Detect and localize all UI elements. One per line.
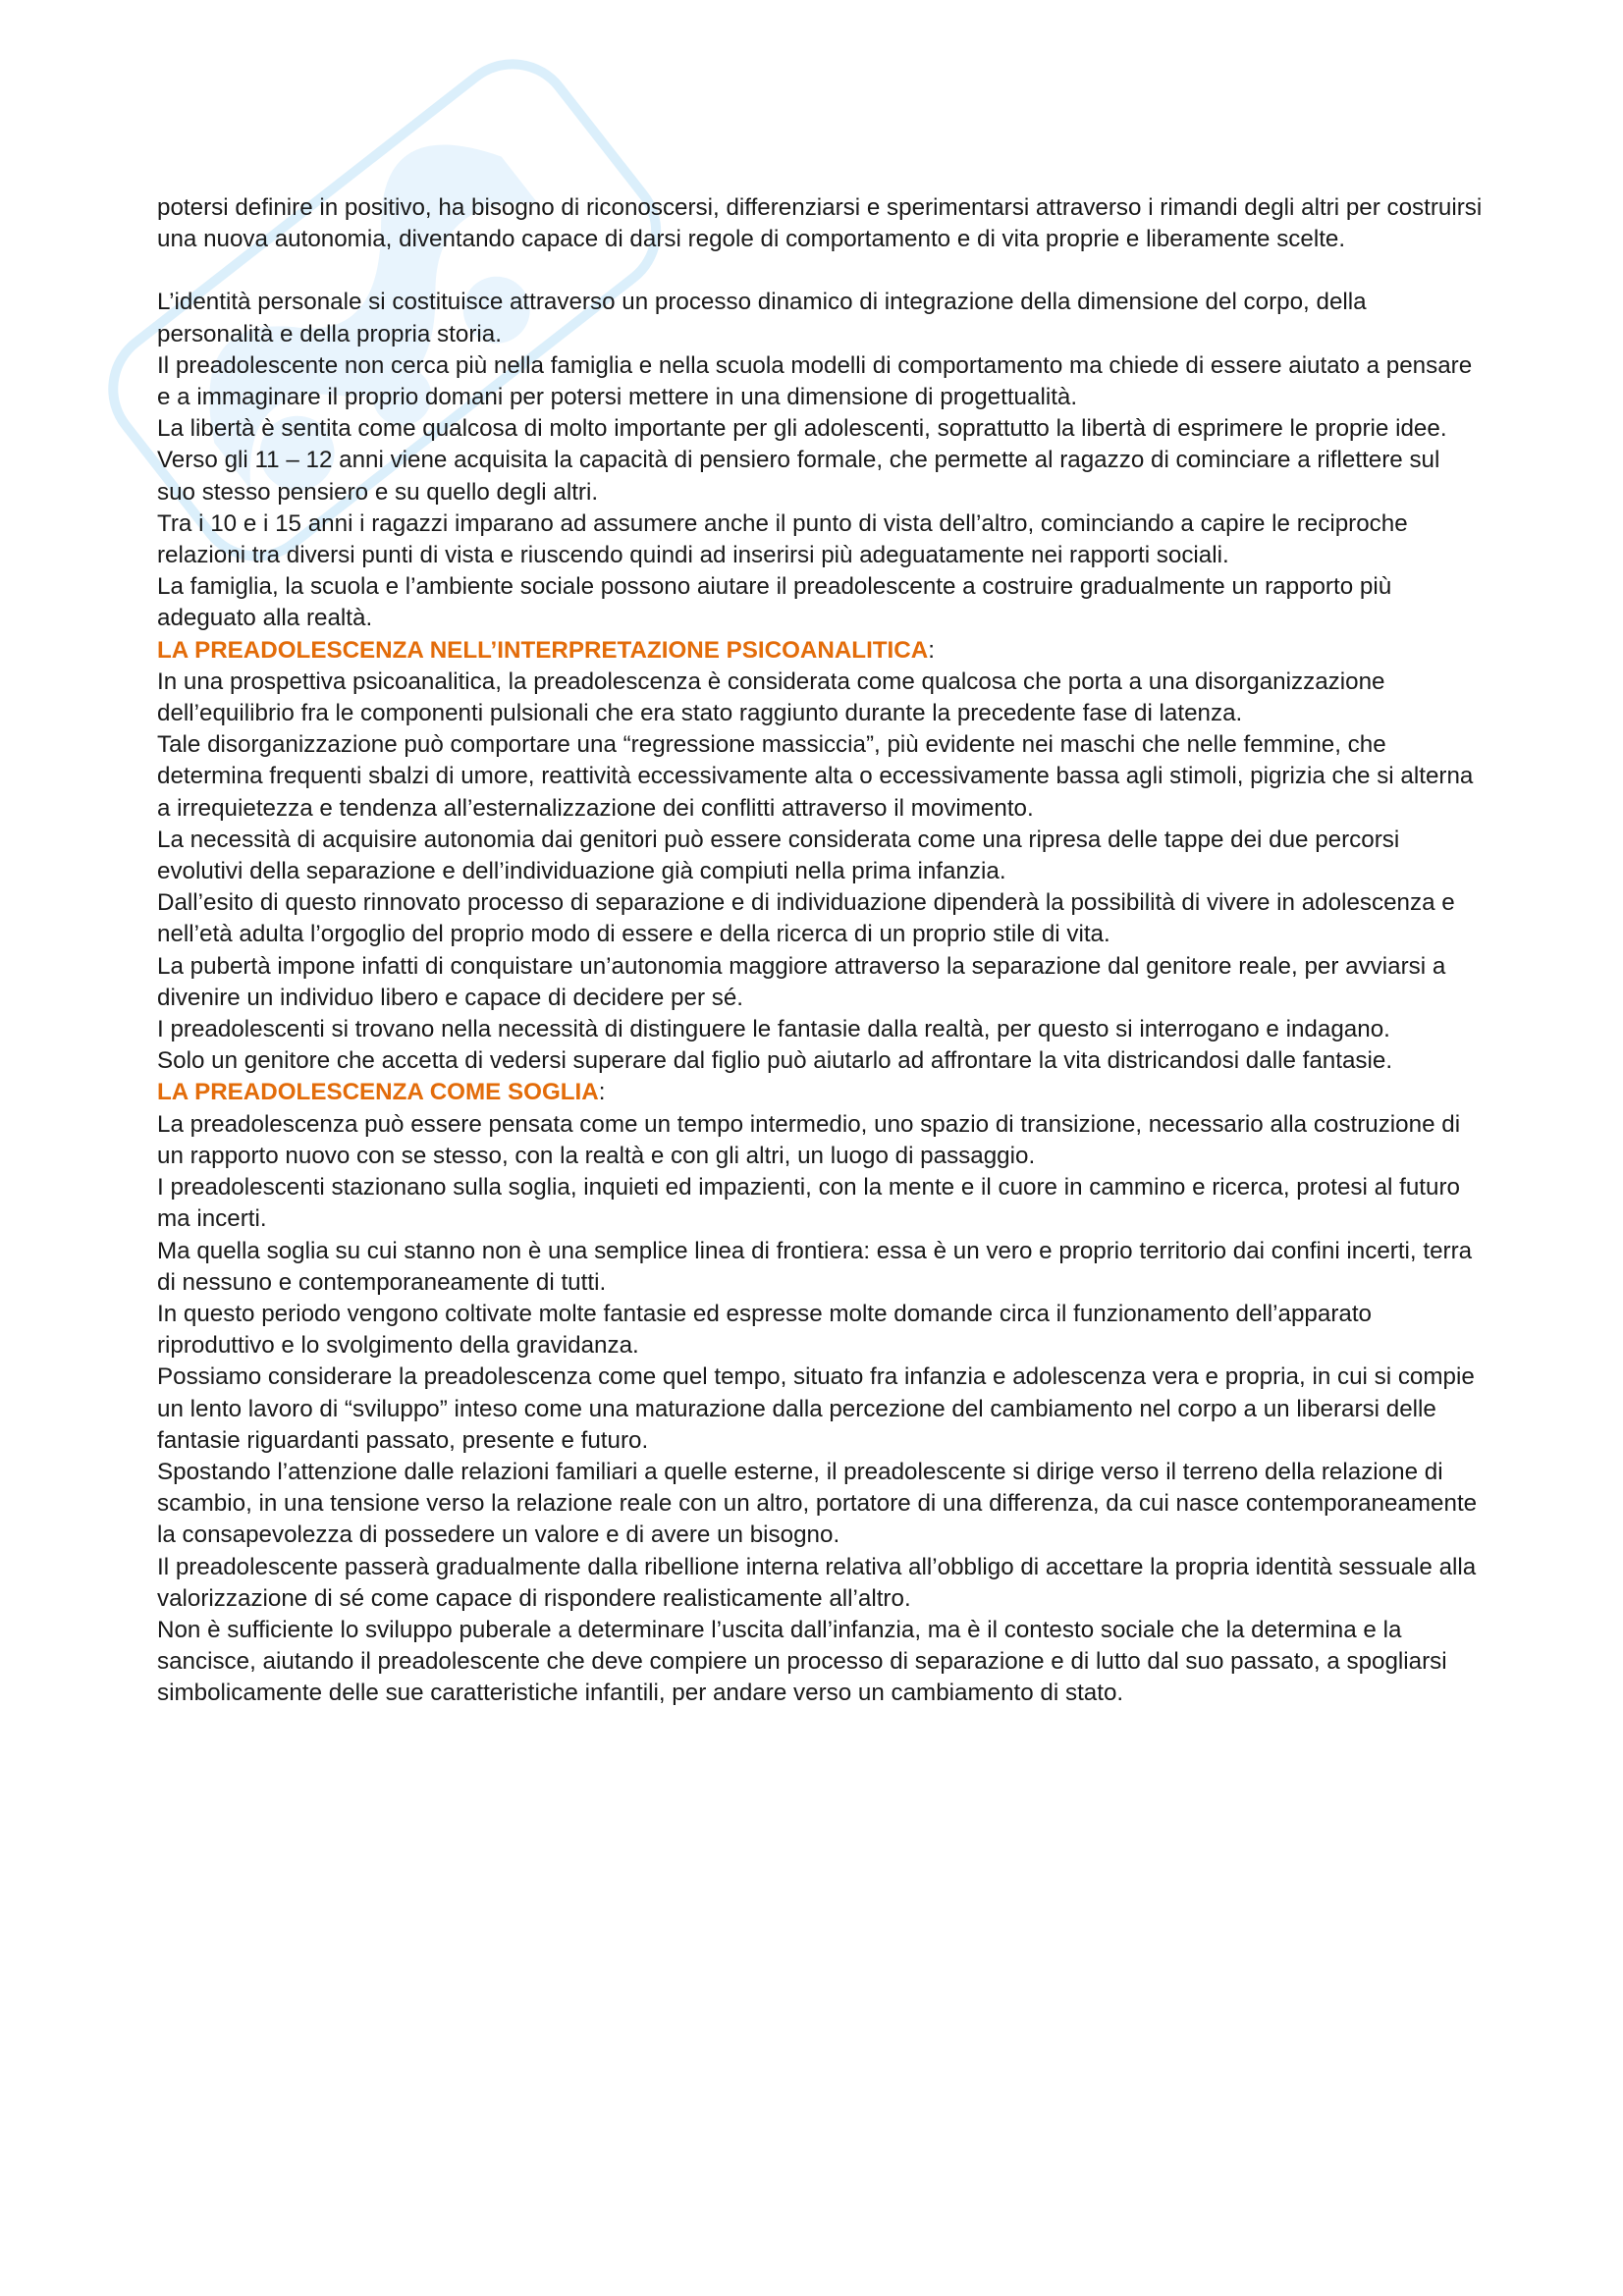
paragraph: Tale disorganizzazione può comportare una “regressione massiccia”, più evidente nei maschi che nelle femmine, che determina frequenti sbalzi di umore, reattività eccessivamente alta o eccessivamente bassa agli stimoli, pigrizia che si alterna a irrequietezza e tendenza all’esternalizzazione dei conflitti attraverso il movimento.: [157, 731, 1474, 822]
paragraph: Il preadolescente passerà gradualmente dalla ribellione interna relativa all’obbligo di accettare la propria identità sessuale alla valorizzazione di sé come capace di rispondere realisticamente all’altro.: [157, 1553, 1477, 1612]
paragraph: Solo un genitore che accetta di vedersi superare dal figlio può aiutarlo ad affrontare la vita districandosi dalle fantasie.: [157, 1047, 1393, 1075]
paragraph: Verso gli 11 – 12 anni viene acquisita la capacità di pensiero formale, che permette al ragazzo di cominciare a riflettere sul suo stesso pensiero e su quello degli altri.: [157, 447, 1440, 506]
paragraph: Spostando l’attenzione dalle relazioni familiari a quelle esterne, il preadolescente si dirige verso il terreno della relazione di scambio, in una tensione verso la relazione reale con un altro, portatore di una differenza, da cui nasce contemporaneamente la consapevolezza di possedere un valore e di avere un bisogno.: [157, 1458, 1478, 1549]
paragraph: Il preadolescente non cerca più nella famiglia e nella scuola modelli di comportamento ma chiede di essere aiutato a pensare e a immaginare il proprio domani per potersi mettere in una dimensione di progettualità.: [157, 351, 1473, 411]
section-identity: [157, 287, 1483, 634]
paragraph: Possiamo considerare la preadolescenza come quel tempo, situato fra infanzia e adolescenza vera e propria, in cui si compie un lento lavoro di “sviluppo” inteso come una maturazione dalla percezione del cambiamento nel corpo a un liberarsi delle fantasie riguardanti passato, presente e futuro.: [157, 1363, 1475, 1454]
section-heading-threshold: LA PREADOLESCENZA COME SOGLIA:: [157, 1079, 606, 1106]
paragraph: La pubertà impone infatti di conquistare un’autonomia maggiore attraverso la separazione dal genitore reale, per avviarsi a divenire un individuo libero e capace di decidere per sé.: [157, 952, 1446, 1011]
heading-text: LA PREADOLESCENZA COME SOGLIA: [157, 1079, 599, 1106]
section-psychoanalytic: [157, 667, 1483, 1078]
section-threshold: [157, 1109, 1483, 1710]
paragraph: I preadolescenti stazionano sulla soglia, inquieti ed impazienti, con la mente e il cuore in cammino e ricerca, protesi al futuro ma incerti.: [157, 1174, 1460, 1233]
paragraph: Tra i 10 e i 15 anni i ragazzi imparano ad assumere anche il punto di vista dell’altro, cominciando a capire le reciproche relazioni tra diversi punti di vista e riuscendo quindi ad inserirsi più adeguatamente nei rapporti sociali.: [157, 509, 1408, 569]
paragraph: La preadolescenza può essere pensata come un tempo intermedio, uno spazio di transizione, necessario alla costruzione di un rapporto nuovo con se stesso, con la realtà e con gli altri, un luogo di passaggio.: [157, 1110, 1461, 1169]
paragraph: La libertà è sentita come qualcosa di molto importante per gli adolescenti, soprattutto la libertà di esprimere le proprie idee.: [157, 415, 1447, 443]
paragraph: La necessità di acquisire autonomia dai genitori può essere considerata come una ripresa delle tappe dei due percorsi evolutivi della separazione e dell’individuazione già compiuti nella prima infanzia.: [157, 826, 1400, 885]
paragraph: Dall’esito di questo rinnovato processo di separazione e di individuazione dipenderà la possibilità di vivere in adolescenza e nell’età adulta l’orgoglio del proprio modo di essere e della ricerca di un proprio stile di vita.: [157, 889, 1455, 948]
paragraph: Non è sufficiente lo sviluppo puberale a determinare l’uscita dall’infanzia, ma è il contesto sociale che la determina e la sancisce, aiutando il preadolescente che deve compiere un processo di separazione e di lutto dal suo passato, a spogliarsi simbolicamente delle sue caratteristiche infantili, per andare verso un cambiamento di stato.: [157, 1616, 1447, 1707]
paragraph: La famiglia, la scuola e l’ambiente sociale possono aiutare il preadolescente a costruire gradualmente un rapporto più adeguato alla realtà.: [157, 573, 1392, 632]
document-body: [157, 192, 1483, 1710]
paragraph: In una prospettiva psicoanalitica, la preadolescenza è considerata come qualcosa che porta a una disorganizzazione dell’equilibrio fra le componenti pulsionali che era stato raggiunto durante la precedente fase di latenza.: [157, 667, 1385, 727]
intro-paragraph: potersi definire in positivo, ha bisogno di riconoscersi, differenziarsi e sperimentarsi attraverso i rimandi degli altri per costruirsi una nuova autonomia, diventando capace di darsi regole di comportamento e di vita proprie e liberamente scelte.: [157, 194, 1483, 253]
heading-text: LA PREADOLESCENZA NELL’INTERPRETAZIONE PSICOANALITICA: [157, 636, 929, 664]
section-heading-psychoanalytic: LA PREADOLESCENZA NELL’INTERPRETAZIONE PSICOANALITICA:: [157, 636, 935, 664]
paragraph: In questo periodo vengono coltivate molte fantasie ed espresse molte domande circa il funzionamento dell’apparato riproduttivo e lo svolgimento della gravidanza.: [157, 1300, 1373, 1360]
paragraph-gap: [157, 255, 1483, 287]
paragraph: L’identità personale si costituisce attraverso un processo dinamico di integrazione della dimensione del corpo, della personalità e della propria storia.: [157, 289, 1367, 347]
paragraph: I preadolescenti si trovano nella necessità di distinguere le fantasie dalla realtà, per questo si interrogano e indagano.: [157, 1016, 1390, 1043]
paragraph: Ma quella soglia su cui stanno non è una semplice linea di frontiera: essa è un vero e proprio territorio dai confini incerti, terra di nessuno e contemporaneamente di tutti.: [157, 1237, 1473, 1296]
